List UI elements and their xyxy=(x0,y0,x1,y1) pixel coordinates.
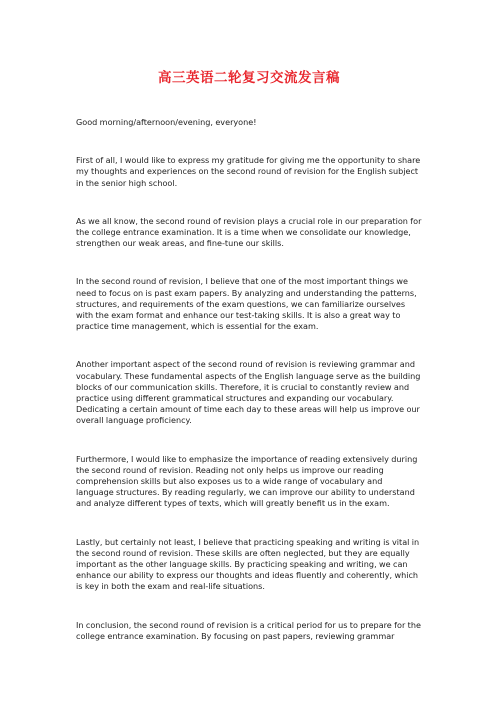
paragraph-reading: Furthermore, I would like to emphasize the importance of reading extensively during the second round of revision. Reading not only helps us improve our reading comprehension skills but also exposes us to a wide range of vocabulary and language structures. By reading regularly, we can improve our ability to understand and analyze different types of texts, which will greatly benefit us in the exam. xyxy=(76,453,418,509)
paragraph-revision-role: As we all know, the second round of revision plays a crucial role in our preparation for the college entrance examination. It is a time when we consolidate our knowledge, strengthen our weak areas, and fine-tune our skills. xyxy=(76,215,422,249)
paragraph-grammar-vocabulary: Another important aspect of the second round of revision is reviewing grammar and vocabulary. These fundamental aspects of the English language serve as the building blocks of our communication skills. Therefore, it is crucial to constantly review and practice using different grammatical structures and expanding our vocabulary. Dedicating a certain amount of time each day to these areas will help us improve our overall language proficiency. xyxy=(76,359,421,426)
document-title: 高三英语二轮复习交流发言稿 xyxy=(158,70,340,86)
paragraph-past-papers: In the second round of revision, I believe that one of the most important things we need to focus on is past exam papers. By analyzing and understanding the patterns, structures, and requirements of the exam questions, we can familiarize ourselves with the exam format and enhance our test-taking skills. It is also a great way to practice time management, which is essential for the exam. xyxy=(76,276,417,332)
paragraph-greeting: Good morning/afternoon/evening, everyone! xyxy=(76,117,257,127)
paragraph-conclusion: In conclusion, the second round of revision is a critical period for us to prepare for the college entrance examination. By focusing on past papers, reviewing grammar xyxy=(76,619,421,641)
paragraph-speaking-writing: Lastly, but certainly not least, I believe that practicing speaking and writing is vital in the second round of revision. These skills are often neglected, but they are equally important as the other language skills. By practicing speaking and writing, we can enhance our ability to express our thoughts and ideas fluently and coherently, which is key in both the exam and real-life situations. xyxy=(76,536,420,592)
paragraph-gratitude: First of all, I would like to express my gratitude for giving me the opportunity to share my thoughts and experiences on the second round of revision for the English subject in the senior high school. xyxy=(76,155,421,188)
